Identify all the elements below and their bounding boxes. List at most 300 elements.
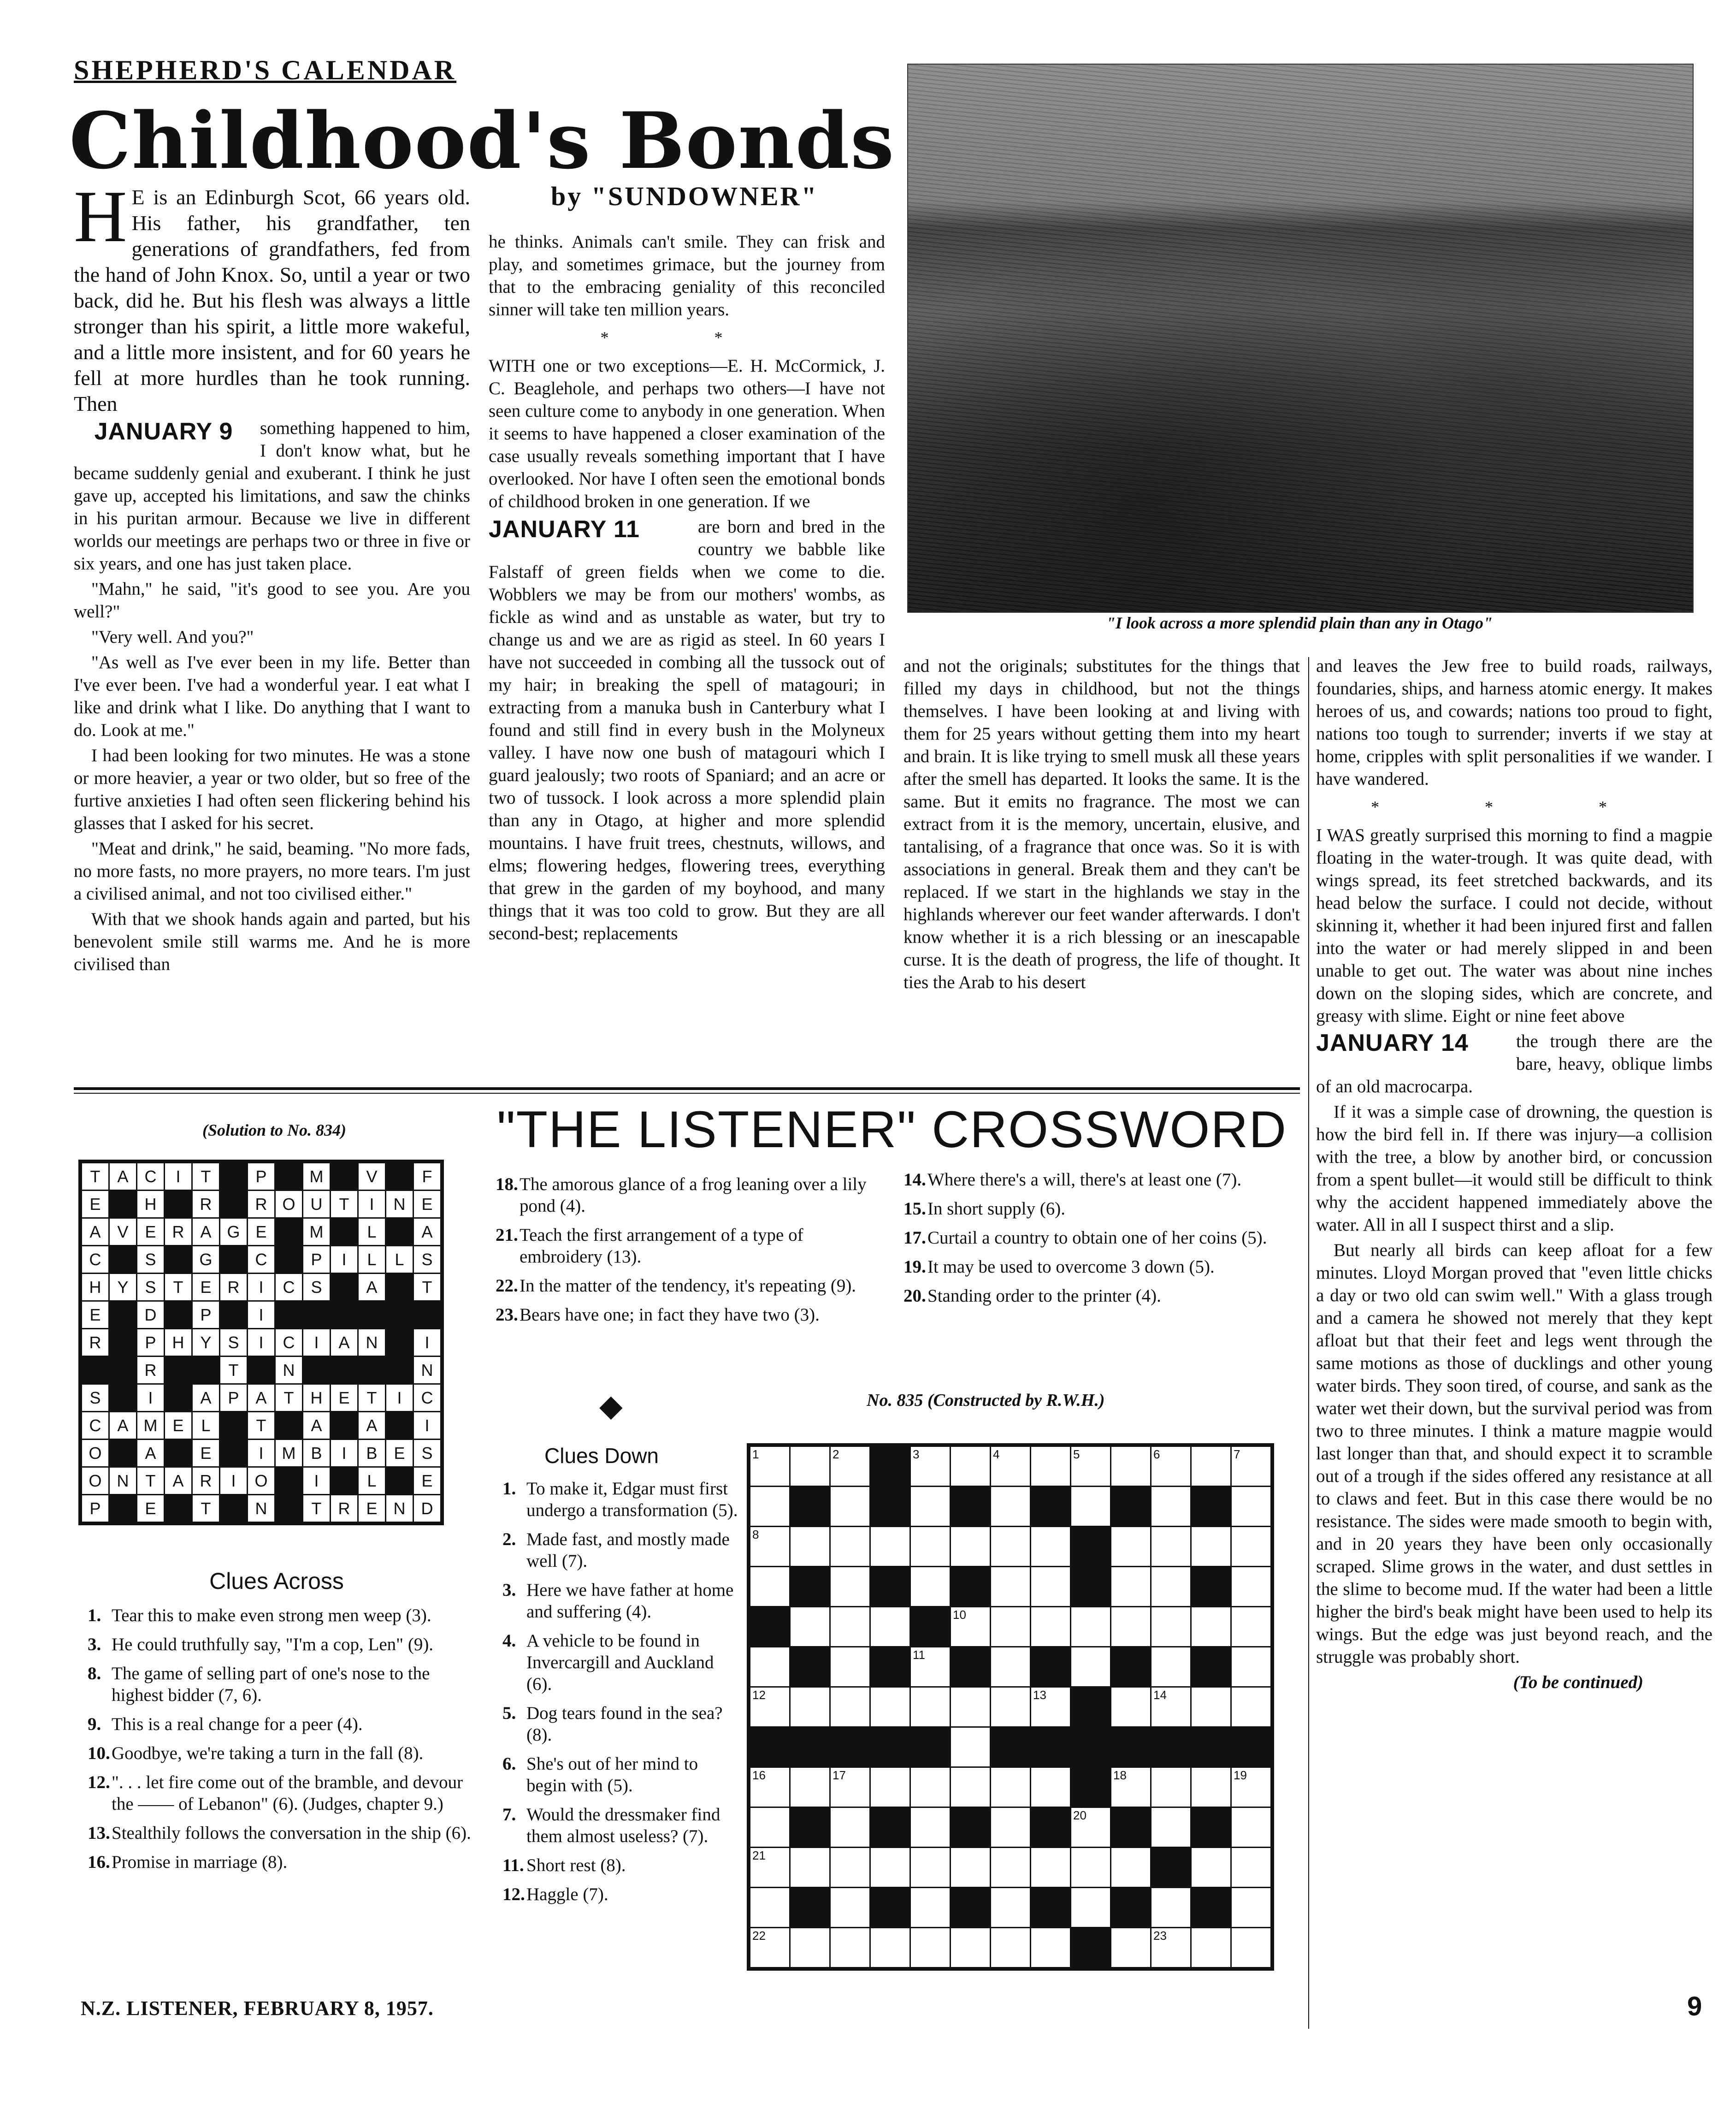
black-square bbox=[951, 1647, 991, 1687]
grid-cell[interactable] bbox=[1031, 1567, 1071, 1607]
grid-cell[interactable] bbox=[991, 1607, 1031, 1647]
grid-cell[interactable] bbox=[1071, 1647, 1111, 1687]
grid-cell[interactable] bbox=[991, 1767, 1031, 1807]
solution-letter: E bbox=[413, 1467, 441, 1495]
grid-cell[interactable] bbox=[1231, 1848, 1271, 1888]
solution-letter: A bbox=[413, 1218, 441, 1246]
black-square bbox=[331, 1218, 358, 1246]
grid-cell[interactable] bbox=[910, 1928, 951, 1968]
solution-letter: E bbox=[413, 1191, 441, 1218]
solution-letter: E bbox=[331, 1384, 358, 1412]
grid-cell[interactable] bbox=[1151, 1807, 1191, 1848]
column-2 bbox=[489, 231, 885, 948]
grid-cell[interactable] bbox=[1231, 1888, 1271, 1928]
grid-cell[interactable] bbox=[750, 1567, 790, 1607]
grid-cell[interactable] bbox=[1151, 1487, 1191, 1527]
black-square bbox=[790, 1807, 830, 1848]
grid-cell[interactable] bbox=[830, 1928, 870, 1968]
solution-letter: C bbox=[275, 1274, 303, 1301]
grid-cell[interactable] bbox=[1151, 1527, 1191, 1567]
grid-cell[interactable] bbox=[910, 1888, 951, 1928]
grid-cell[interactable] bbox=[910, 1487, 951, 1527]
clue-number: 3. bbox=[502, 1580, 516, 1600]
grid-cell[interactable] bbox=[1231, 1687, 1271, 1727]
solution-letter: E bbox=[82, 1191, 109, 1218]
black-square bbox=[220, 1301, 248, 1329]
clues-across-continued bbox=[496, 1173, 887, 1333]
grid-cell[interactable] bbox=[991, 1527, 1031, 1567]
grid-cell[interactable] bbox=[830, 1848, 870, 1888]
clues-down-heading-text: Clues Down bbox=[544, 1444, 659, 1468]
grid-cell[interactable] bbox=[830, 1446, 870, 1487]
clue-text: Curtail a country to obtain one of her coins (5). bbox=[927, 1228, 1267, 1248]
solution-letter: A bbox=[109, 1163, 137, 1191]
grid-cell[interactable] bbox=[991, 1446, 1031, 1487]
grid-cell[interactable] bbox=[1111, 1567, 1151, 1607]
clue-text: Where there's a will, there's at least one (7). bbox=[927, 1170, 1242, 1190]
black-square bbox=[951, 1888, 991, 1928]
column-3 bbox=[903, 655, 1300, 996]
solution-letter: D bbox=[137, 1301, 165, 1329]
continued-note bbox=[1316, 1671, 1712, 1694]
black-square bbox=[220, 1440, 248, 1467]
grid-cell[interactable] bbox=[1231, 1446, 1271, 1487]
solution-letter: E bbox=[165, 1412, 192, 1440]
black-square bbox=[275, 1467, 303, 1495]
grid-cell[interactable] bbox=[790, 1848, 830, 1888]
section-break-stars: * * * bbox=[1371, 798, 1658, 816]
clue bbox=[502, 1804, 742, 1847]
grid-cell[interactable] bbox=[991, 1848, 1031, 1888]
grid-cell[interactable] bbox=[991, 1687, 1031, 1727]
clue bbox=[88, 1713, 475, 1735]
grid-cell[interactable] bbox=[1191, 1607, 1231, 1647]
solution-letter: T bbox=[413, 1274, 441, 1301]
clue bbox=[502, 1528, 742, 1572]
black-square bbox=[275, 1163, 303, 1191]
black-square bbox=[331, 1301, 358, 1329]
solution-letter: T bbox=[303, 1495, 331, 1523]
byline-text: by "SUNDOWNER" bbox=[551, 181, 818, 211]
grid-cell[interactable] bbox=[1191, 1767, 1231, 1807]
solution-letter: E bbox=[248, 1218, 275, 1246]
black-square bbox=[1031, 1807, 1071, 1848]
grid-cell[interactable] bbox=[830, 1888, 870, 1928]
black-square bbox=[331, 1274, 358, 1301]
grid-cell[interactable] bbox=[951, 1527, 991, 1567]
solution-letter: R bbox=[165, 1218, 192, 1246]
grid-cell[interactable] bbox=[1151, 1647, 1191, 1687]
grid-cell[interactable] bbox=[1231, 1928, 1271, 1968]
grid-cell[interactable] bbox=[1191, 1928, 1231, 1968]
grid-cell[interactable] bbox=[1191, 1527, 1231, 1567]
grid-cell[interactable] bbox=[870, 1928, 910, 1968]
black-square bbox=[165, 1191, 192, 1218]
black-square bbox=[358, 1301, 386, 1329]
solution-letter: B bbox=[358, 1440, 386, 1467]
clue-text: Short rest (8). bbox=[526, 1855, 626, 1875]
solution-letter: S bbox=[137, 1246, 165, 1274]
grid-cell[interactable] bbox=[991, 1567, 1031, 1607]
horizontal-rule bbox=[74, 1093, 1300, 1094]
grid-cell[interactable] bbox=[951, 1848, 991, 1888]
solution-letter: S bbox=[220, 1329, 248, 1357]
black-square bbox=[165, 1440, 192, 1467]
grid-cell[interactable] bbox=[830, 1567, 870, 1607]
black-square bbox=[1031, 1647, 1071, 1687]
clue-number: 5. bbox=[502, 1703, 516, 1723]
paragraph: I had been looking for two minutes. He was a stone or more heavier, a year or two older, but so free of the furtive anxieties I had often seen flickering behind his glasses that I asked for his secret. bbox=[74, 746, 470, 833]
grid-cell[interactable] bbox=[1231, 1487, 1271, 1527]
clue bbox=[903, 1169, 1300, 1191]
clue-number: 23. bbox=[496, 1305, 518, 1325]
black-square bbox=[870, 1567, 910, 1607]
black-square bbox=[220, 1495, 248, 1523]
black-square bbox=[1031, 1888, 1071, 1928]
grid-cell[interactable] bbox=[991, 1807, 1031, 1848]
black-square bbox=[358, 1357, 386, 1384]
solution-letter: E bbox=[386, 1440, 413, 1467]
black-square bbox=[275, 1495, 303, 1523]
solution-letter: L bbox=[358, 1467, 386, 1495]
solution-letter: E bbox=[192, 1440, 220, 1467]
paragraph: I WAS greatly surprised this morning to find a magpie floating in the water-trough. It was quite dead, with wings spread, its feet stretched backwards, and its head below the surface. I could not decide, without skinning it, whether it had been injured first and fallen into the water or had merely slipped in and been unable to get out. The water was about nine inches down on the sloping sides, which are concrete, and greasy with slime. Eight or nine feet above bbox=[1316, 825, 1712, 1026]
cell-number: 7 bbox=[1234, 1447, 1240, 1461]
clue-text: Haggle (7). bbox=[526, 1884, 608, 1904]
grid-cell[interactable] bbox=[991, 1647, 1031, 1687]
grid-cell[interactable] bbox=[1151, 1446, 1191, 1487]
solution-letter: I bbox=[248, 1274, 275, 1301]
grid-cell[interactable] bbox=[1151, 1888, 1191, 1928]
grid-row bbox=[82, 1412, 441, 1440]
grid-cell[interactable] bbox=[1231, 1767, 1271, 1807]
solution-letter: L bbox=[358, 1246, 386, 1274]
grid-cell[interactable] bbox=[991, 1888, 1031, 1928]
cell-number: 5 bbox=[1073, 1447, 1080, 1461]
grid-cell[interactable] bbox=[870, 1687, 910, 1727]
section-heading bbox=[74, 54, 456, 86]
grid-cell[interactable] bbox=[830, 1527, 870, 1567]
solution-letter: O bbox=[82, 1440, 109, 1467]
crossword-title bbox=[479, 1100, 1305, 1159]
clue-number: 19. bbox=[903, 1257, 926, 1277]
black-square bbox=[331, 1357, 358, 1384]
black-square bbox=[386, 1301, 413, 1329]
black-square bbox=[109, 1495, 137, 1523]
black-square bbox=[870, 1446, 910, 1487]
grid-cell[interactable] bbox=[790, 1767, 830, 1807]
black-square bbox=[790, 1567, 830, 1607]
grid-row bbox=[750, 1527, 1271, 1567]
black-square bbox=[1111, 1647, 1151, 1687]
grid-cell[interactable] bbox=[750, 1807, 790, 1848]
solution-letter: I bbox=[386, 1384, 413, 1412]
grid-cell[interactable] bbox=[750, 1767, 790, 1807]
paragraph: and not the originals; substitutes for the things that filled my days in childhood, but not the things themselves. I have been looking at and living with them for 25 years without getting them into my heart and brain. It is like trying to smell musk all these years after the smell has departed. It looks the same. It is the same. But it emits no fragrance. The most we can extract from it is the memory, uncertain, elusive, and tantalising, of a fragrance that once was. So it is with associations in general. Break them and they can't be replaced. If we start in the highlands we stay in the highlands wherever our feet wander afterwards. I don't know whether it is a rich blessing or an inescapable curse. It is the death of progress, the life of thought. It ties the Arab to his desert bbox=[903, 656, 1300, 992]
grid-cell[interactable] bbox=[1071, 1848, 1111, 1888]
cell-number: 8 bbox=[752, 1528, 759, 1541]
section-heading-text: SHEPHERD'S CALENDAR bbox=[74, 55, 457, 85]
grid-cell[interactable] bbox=[750, 1527, 790, 1567]
solution-letter: M bbox=[303, 1218, 331, 1246]
clues-across-list bbox=[88, 1605, 475, 1880]
grid-row bbox=[82, 1163, 441, 1191]
grid-cell[interactable] bbox=[790, 1687, 830, 1727]
solution-letter: E bbox=[137, 1495, 165, 1523]
solution-letter: I bbox=[303, 1329, 331, 1357]
black-square bbox=[386, 1412, 413, 1440]
article-title bbox=[69, 97, 895, 184]
grid-cell[interactable] bbox=[870, 1848, 910, 1888]
solution-letter: T bbox=[137, 1467, 165, 1495]
grid-cell[interactable] bbox=[1031, 1607, 1071, 1647]
solution-letter: I bbox=[331, 1246, 358, 1274]
solution-letter: V bbox=[109, 1218, 137, 1246]
grid-cell[interactable] bbox=[1071, 1888, 1111, 1928]
grid-cell[interactable] bbox=[1031, 1687, 1071, 1727]
grid-cell[interactable] bbox=[830, 1647, 870, 1687]
grid-cell[interactable] bbox=[830, 1487, 870, 1527]
grid-cell[interactable] bbox=[870, 1767, 910, 1807]
dateline-jan-14 bbox=[1316, 1032, 1510, 1056]
grid-row bbox=[750, 1607, 1271, 1647]
black-square bbox=[331, 1412, 358, 1440]
solution-letter: R bbox=[192, 1191, 220, 1218]
grid-cell[interactable] bbox=[1231, 1527, 1271, 1567]
solution-letter: P bbox=[303, 1246, 331, 1274]
grid-cell[interactable] bbox=[951, 1607, 991, 1647]
grid-cell[interactable] bbox=[830, 1687, 870, 1727]
grid-cell[interactable] bbox=[1231, 1647, 1271, 1687]
grid-cell[interactable] bbox=[1071, 1446, 1111, 1487]
footer-publication bbox=[81, 1997, 434, 2020]
grid-cell[interactable] bbox=[951, 1727, 991, 1767]
black-square bbox=[386, 1218, 413, 1246]
cell-number: 13 bbox=[1033, 1688, 1046, 1702]
grid-cell[interactable] bbox=[1031, 1527, 1071, 1567]
solution-letter: O bbox=[248, 1467, 275, 1495]
grid-cell[interactable] bbox=[910, 1687, 951, 1727]
grid-cell[interactable] bbox=[1111, 1527, 1151, 1567]
cell-number: 10 bbox=[953, 1608, 966, 1622]
grid-cell[interactable] bbox=[910, 1446, 951, 1487]
grid-row bbox=[750, 1487, 1271, 1527]
grid-cell[interactable] bbox=[790, 1928, 830, 1968]
solution-letter: P bbox=[248, 1163, 275, 1191]
solution-letter: I bbox=[165, 1163, 192, 1191]
solution-letter: I bbox=[413, 1329, 441, 1357]
black-square bbox=[275, 1246, 303, 1274]
grid-cell[interactable] bbox=[1071, 1807, 1111, 1848]
grid-cell[interactable] bbox=[750, 1888, 790, 1928]
grid-row bbox=[750, 1647, 1271, 1687]
grid-row bbox=[750, 1848, 1271, 1888]
black-square bbox=[790, 1487, 830, 1527]
black-square bbox=[951, 1487, 991, 1527]
black-square bbox=[1111, 1888, 1151, 1928]
dateline-text: JANUARY 11 bbox=[489, 516, 640, 543]
solution-letter: T bbox=[165, 1274, 192, 1301]
cell-number: 3 bbox=[913, 1447, 920, 1461]
clue-text: This is a real change for a peer (4). bbox=[112, 1714, 363, 1734]
black-square bbox=[1191, 1727, 1231, 1767]
clue bbox=[88, 1663, 475, 1706]
black-square bbox=[331, 1467, 358, 1495]
cell-number: 6 bbox=[1153, 1447, 1160, 1461]
grid-cell[interactable] bbox=[1031, 1446, 1071, 1487]
clue-number: 20. bbox=[903, 1286, 926, 1306]
diamond-ornament: ◆ bbox=[599, 1389, 623, 1423]
grid-cell[interactable] bbox=[1111, 1607, 1151, 1647]
clue-number: 2. bbox=[502, 1529, 516, 1549]
grid-cell[interactable] bbox=[991, 1487, 1031, 1527]
grid-cell[interactable] bbox=[750, 1487, 790, 1527]
grid-cell[interactable] bbox=[1191, 1848, 1231, 1888]
grid-cell[interactable] bbox=[1231, 1807, 1271, 1848]
solution-letter: T bbox=[248, 1412, 275, 1440]
solution-letter: R bbox=[82, 1329, 109, 1357]
clue-number: 4. bbox=[502, 1631, 516, 1651]
solution-letter: L bbox=[192, 1412, 220, 1440]
grid-row bbox=[750, 1928, 1271, 1968]
solution-letter: N bbox=[358, 1329, 386, 1357]
grid-cell[interactable] bbox=[1151, 1607, 1191, 1647]
grid-cell[interactable] bbox=[991, 1928, 1031, 1968]
solution-letter: A bbox=[358, 1412, 386, 1440]
grid-cell[interactable] bbox=[951, 1446, 991, 1487]
grid-row bbox=[82, 1301, 441, 1329]
column-rule bbox=[1308, 657, 1309, 2029]
black-square bbox=[275, 1218, 303, 1246]
puzzle-caption bbox=[867, 1390, 1105, 1410]
dateline-jan-9 bbox=[74, 418, 254, 445]
article-title-text: Childhood's Bonds bbox=[69, 95, 895, 186]
grid-cell[interactable] bbox=[1111, 1687, 1151, 1727]
grid-cell[interactable] bbox=[790, 1527, 830, 1567]
grid-cell[interactable] bbox=[1111, 1446, 1151, 1487]
solution-letter: O bbox=[275, 1191, 303, 1218]
grid-cell[interactable] bbox=[750, 1647, 790, 1687]
intro-paragraph bbox=[74, 184, 470, 417]
grid-cell[interactable] bbox=[870, 1527, 910, 1567]
grid-cell[interactable] bbox=[951, 1687, 991, 1727]
black-square bbox=[750, 1607, 790, 1647]
grid-cell[interactable] bbox=[1191, 1687, 1231, 1727]
grid-cell[interactable] bbox=[910, 1567, 951, 1607]
grid-cell[interactable] bbox=[1111, 1928, 1151, 1968]
clue-number: 14. bbox=[903, 1170, 926, 1190]
clue-number: 15. bbox=[903, 1199, 926, 1219]
solution-letter: E bbox=[358, 1495, 386, 1523]
grid-row bbox=[82, 1246, 441, 1274]
black-square bbox=[910, 1607, 951, 1647]
black-square bbox=[413, 1301, 441, 1329]
grid-row bbox=[82, 1218, 441, 1246]
grid-cell[interactable] bbox=[1031, 1767, 1071, 1807]
grid-cell[interactable] bbox=[1031, 1928, 1071, 1968]
clue bbox=[496, 1304, 887, 1326]
grid-cell[interactable] bbox=[1231, 1567, 1271, 1607]
cell-number: 2 bbox=[833, 1447, 839, 1461]
clue bbox=[88, 1634, 475, 1655]
grid-cell[interactable] bbox=[830, 1807, 870, 1848]
grid-cell[interactable] bbox=[910, 1848, 951, 1888]
black-square bbox=[331, 1163, 358, 1191]
grid-cell[interactable] bbox=[1151, 1687, 1191, 1727]
grid-cell[interactable] bbox=[1151, 1928, 1191, 1968]
grid-cell[interactable] bbox=[830, 1767, 870, 1807]
grid-cell[interactable] bbox=[1111, 1848, 1151, 1888]
grid-cell[interactable] bbox=[1191, 1446, 1231, 1487]
grid-cell[interactable] bbox=[1031, 1848, 1071, 1888]
grid-cell[interactable] bbox=[910, 1807, 951, 1848]
grid-cell[interactable] bbox=[1231, 1607, 1271, 1647]
horizontal-rule bbox=[74, 1087, 1300, 1090]
grid-cell[interactable] bbox=[750, 1848, 790, 1888]
clue-number: 12. bbox=[502, 1884, 525, 1904]
grid-cell[interactable] bbox=[1071, 1487, 1111, 1527]
solution-letter: A bbox=[358, 1274, 386, 1301]
clues-down-continued bbox=[903, 1169, 1300, 1314]
grid-cell[interactable] bbox=[951, 1767, 991, 1807]
solution-letter: S bbox=[413, 1440, 441, 1467]
black-square bbox=[750, 1727, 790, 1767]
paragraph: and leaves the Jew free to build roads, railways, foundaries, ships, and harness atomic energy. It makes heroes of us, and cowards; nations too proud to fight, nations too tough to surrender; inverts if we stay at home, cripples with split personalities if we wander. I have wandered. bbox=[1316, 656, 1712, 789]
solution-letter: A bbox=[82, 1218, 109, 1246]
clue bbox=[502, 1884, 742, 1905]
continued-note-text: (To be continued) bbox=[1513, 1672, 1643, 1692]
grid-cell[interactable] bbox=[830, 1607, 870, 1647]
solution-letter: N bbox=[386, 1495, 413, 1523]
clue-number: 16. bbox=[88, 1852, 110, 1872]
clues-across-heading bbox=[78, 1568, 475, 1594]
clue bbox=[88, 1851, 475, 1873]
grid-cell[interactable] bbox=[750, 1446, 790, 1487]
grid-cell[interactable] bbox=[1071, 1607, 1111, 1647]
grid-cell[interactable] bbox=[910, 1647, 951, 1687]
clue-text: Would the dressmaker find them almost useless? (7). bbox=[526, 1805, 720, 1846]
black-square bbox=[870, 1807, 910, 1848]
grid-cell[interactable] bbox=[910, 1767, 951, 1807]
grid-cell[interactable] bbox=[750, 1687, 790, 1727]
grid-cell[interactable] bbox=[790, 1607, 830, 1647]
clue bbox=[496, 1275, 887, 1297]
grid-row bbox=[750, 1567, 1271, 1607]
grid-cell[interactable] bbox=[910, 1527, 951, 1567]
clue-text: In the matter of the tendency, it's repeating (9). bbox=[520, 1276, 856, 1296]
clue-text: The amorous glance of a frog leaning over a lily pond (4). bbox=[520, 1174, 867, 1216]
solution-letter: H bbox=[137, 1191, 165, 1218]
solution-letter: P bbox=[82, 1495, 109, 1523]
grid-cell[interactable] bbox=[750, 1928, 790, 1968]
grid-cell[interactable] bbox=[1151, 1567, 1191, 1607]
solution-letter: A bbox=[303, 1412, 331, 1440]
black-square bbox=[951, 1807, 991, 1848]
solution-letter: I bbox=[248, 1329, 275, 1357]
grid-row bbox=[82, 1329, 441, 1357]
grid-cell[interactable] bbox=[951, 1928, 991, 1968]
grid-cell[interactable] bbox=[790, 1446, 830, 1487]
clue-number: 1. bbox=[88, 1606, 101, 1625]
clue-text: A vehicle to be found in Invercargill and Auckland (6). bbox=[526, 1631, 714, 1694]
solution-letter: T bbox=[192, 1495, 220, 1523]
grid-cell[interactable] bbox=[870, 1607, 910, 1647]
black-square bbox=[1191, 1567, 1231, 1607]
grid-cell[interactable] bbox=[1151, 1767, 1191, 1807]
black-square bbox=[109, 1301, 137, 1329]
grid-cell[interactable] bbox=[1111, 1767, 1151, 1807]
solution-letter: R bbox=[331, 1495, 358, 1523]
